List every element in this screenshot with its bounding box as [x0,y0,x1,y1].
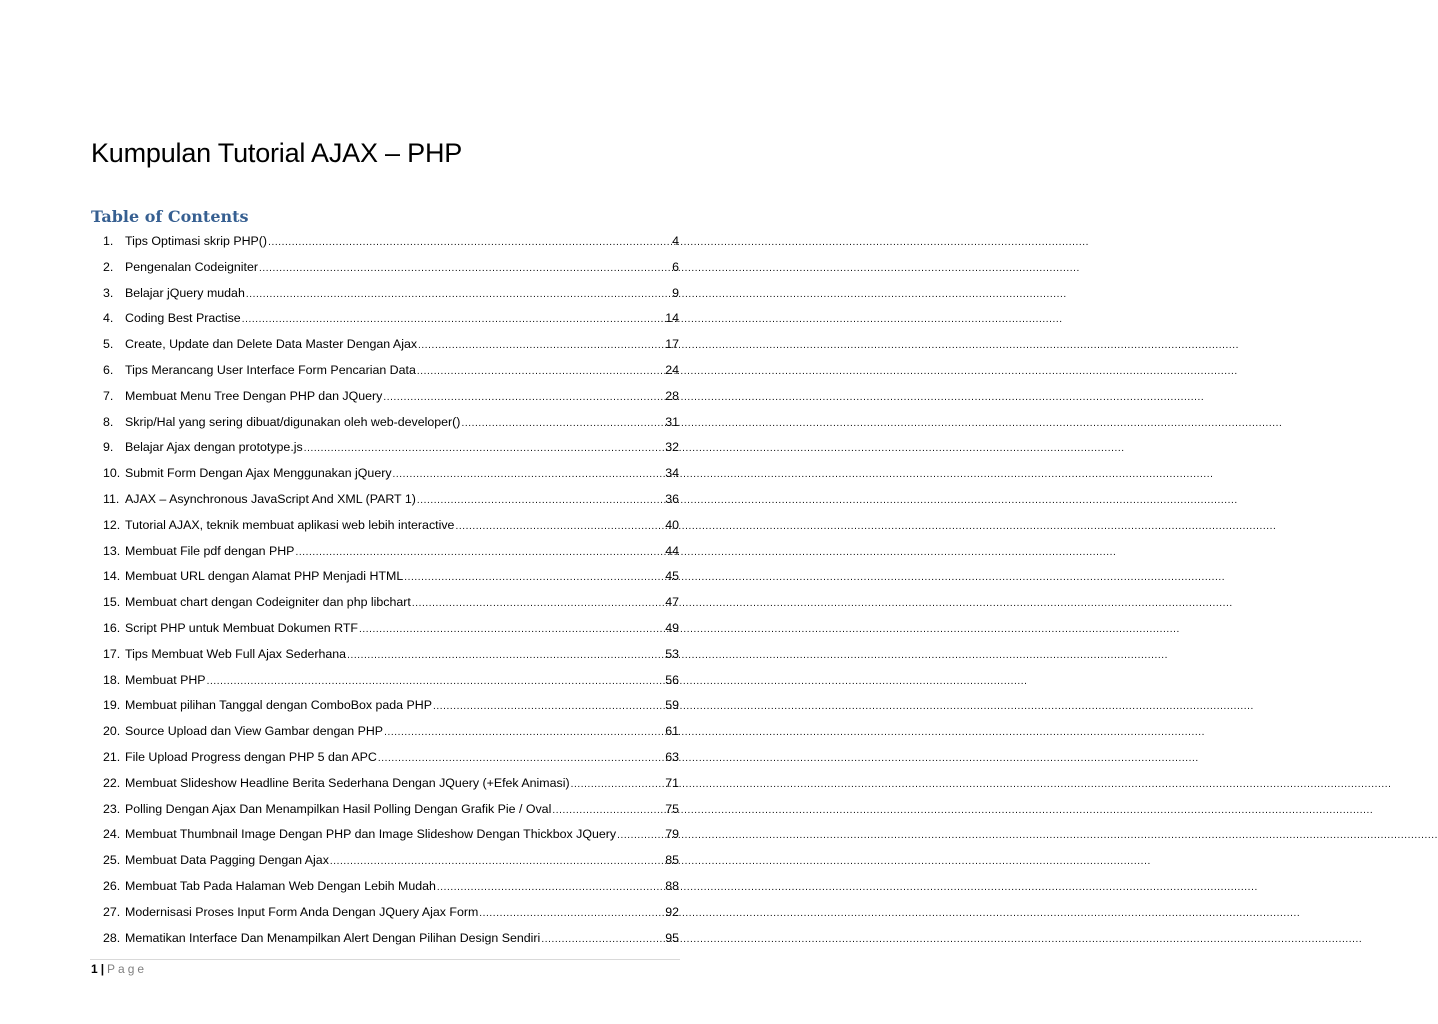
toc-entry-title[interactable]: Modernisasi Proses Input Form Anda Dengan JQuery Ajax Form [125,904,479,919]
toc-entry-page[interactable]: 32 [665,440,679,455]
toc-dot-leader [437,877,664,899]
toc-entry-title[interactable]: Script PHP untuk Membuat Dokumen RTF [125,620,358,635]
toc-entry-number: 17. [103,646,121,661]
toc-entry-number: 11. [103,491,120,506]
toc-dot-leader [479,903,664,925]
toc-entry-title[interactable]: Pengenalan Codeigniter [125,259,258,274]
toc-entry-title[interactable]: File Upload Progress dengan PHP 5 dan APC [125,749,377,764]
toc-entry-title[interactable]: Skrip/Hal yang sering dibuat/digunakan oleh web-developer() [125,414,461,429]
toc-dot-leader [393,464,665,486]
toc-dot-leader [571,774,665,796]
toc-entry[interactable] [103,462,679,488]
toc-entry-page[interactable]: 88 [665,878,679,893]
toc-entry-page[interactable]: 63 [665,749,679,764]
toc-entry-number: 3. [103,285,114,300]
toc-entry[interactable] [103,230,679,256]
toc-entry[interactable] [103,591,679,617]
toc-entry-title[interactable]: Membuat Slideshow Headline Berita Sederhana Dengan JQuery (+Efek Animasi) [125,775,570,790]
toc-entry-page[interactable]: 85 [665,853,679,868]
toc-entry-number: 12. [103,517,121,532]
toc-entry[interactable] [103,514,679,540]
toc-entry-number: 24. [103,827,121,842]
toc-dot-leader [418,335,664,357]
toc-entry-page[interactable]: 75 [665,801,679,816]
toc-entry-title[interactable]: Membuat chart dengan Codeigniter dan php libchart [125,595,411,610]
toc-entry-title[interactable]: Submit Form Dengan Ajax Menggunakan jQuery [125,466,392,481]
toc-dot-leader [617,825,664,847]
toc-entry-page[interactable]: 4 [672,234,679,248]
toc-dot-leader [552,800,664,822]
toc-entry[interactable] [103,565,679,591]
toc-entry-number: 28. [103,930,121,945]
toc-entry-number: 22. [103,775,121,790]
toc-dot-leader [455,516,664,538]
toc-entry[interactable] [103,282,679,308]
toc-dot-leader [347,645,664,667]
toc-entry-title[interactable]: Tips Optimasi skrip PHP() [125,234,268,248]
toc-dot-leader [359,619,664,641]
toc-entry[interactable] [103,307,679,333]
toc-heading: Table of Contents [91,207,249,226]
toc-entry-title[interactable]: Membuat File pdf dengan PHP [125,543,295,558]
toc-entry-title[interactable]: Membuat Data Pagging Dengan Ajax [125,853,329,868]
toc-entry-number: 21. [103,749,121,764]
toc-entry-page[interactable]: 14 [665,311,679,326]
toc-entry[interactable] [103,359,679,385]
toc-entry[interactable] [103,823,679,849]
toc-entry-page[interactable]: 9 [672,285,679,300]
toc-entry-title[interactable]: Belajar Ajax dengan prototype.js [125,440,303,455]
toc-dot-leader [242,309,665,331]
document-title: Kumpulan Tutorial AJAX – PHP [91,138,463,168]
toc-entry[interactable] [103,411,679,437]
toc-entry-number: 14. [103,569,121,584]
toc-entry[interactable] [103,746,679,772]
toc-entry-page[interactable]: 61 [665,724,679,739]
toc-entry-title[interactable]: Membuat pilihan Tanggal dengan ComboBox pada PHP [125,698,432,713]
toc-entry[interactable] [103,772,679,798]
toc-entry[interactable] [103,385,679,411]
toc-dot-leader [412,593,664,615]
toc-entry[interactable] [103,694,679,720]
toc-entry-title[interactable]: Tips Membuat Web Full Ajax Sederhana [125,646,347,661]
toc-entry-page[interactable]: 47 [665,595,679,610]
toc-dot-leader [417,361,664,383]
table-of-contents [103,230,679,952]
toc-entry-page[interactable]: 34 [665,466,679,481]
toc-entry[interactable] [103,333,679,359]
toc-entry-title[interactable]: Membuat Thumbnail Image Dengan PHP dan Image Slideshow Dengan Thickbox JQuery [125,827,617,842]
footer-divider [90,959,680,960]
toc-entry-number: 26. [103,878,121,893]
toc-dot-leader [461,413,664,435]
toc-entry-page[interactable]: 24 [665,362,679,377]
toc-entry[interactable] [103,798,679,824]
footer-separator: | [100,962,105,976]
toc-entry-number: 2. [103,259,114,274]
toc-entry-number: 4. [103,311,114,326]
toc-entry[interactable] [103,256,679,282]
toc-entry-page[interactable]: 31 [665,414,679,429]
toc-entry-number: 5. [103,337,114,352]
toc-entry-page[interactable]: 28 [665,388,679,403]
toc-entry-page[interactable]: 40 [665,517,679,532]
toc-entry-number: 19. [103,698,121,713]
toc-entry-page[interactable]: 71 [665,775,679,790]
footer-page-label: Page [107,962,148,976]
toc-entry-title[interactable]: Belajar jQuery mudah [125,285,245,300]
toc-entry[interactable] [103,849,679,875]
toc-entry-number: 15. [103,595,121,610]
toc-entry[interactable] [103,927,679,953]
toc-entry[interactable] [103,643,679,669]
toc-entry-page[interactable]: 36 [665,491,679,506]
toc-entry[interactable] [103,617,679,643]
toc-entry-title[interactable]: Tutorial AJAX, teknik membuat aplikasi web lebih interactive [125,517,455,532]
toc-entry-number: 10. [103,466,121,481]
toc-entry-title[interactable]: Mematikan Interface Dan Menampilkan Alert Dengan Pilihan Design Sendiri [125,930,541,945]
toc-entry-title[interactable]: Polling Dengan Ajax Dan Menampilkan Hasil Polling Dengan Grafik Pie / Oval [125,801,552,816]
toc-entry-page[interactable]: 49 [665,620,679,635]
toc-dot-leader [246,284,671,306]
toc-entry-title[interactable]: Coding Best Practise [125,311,241,326]
toc-entry-number: 27. [103,904,121,919]
toc-entry-number: 1. [103,234,114,248]
footer-page-number: 1 [91,962,98,976]
toc-entry[interactable] [103,669,679,695]
toc-entry-page[interactable]: 44 [665,543,679,558]
toc-dot-leader [433,696,664,718]
toc-entry-number: 9. [103,440,114,455]
toc-entry-title[interactable]: AJAX – Asynchronous JavaScript And XML (PART 1) [125,491,416,506]
toc-entry-page[interactable]: 17 [665,337,679,352]
toc-entry-page[interactable]: 45 [665,569,679,584]
toc-entry-title[interactable]: Membuat Tab Pada Halaman Web Dengan Lebih Mudah [125,878,436,893]
toc-dot-leader [378,748,664,770]
toc-entry-page[interactable]: 53 [665,646,679,661]
toc-entry[interactable] [103,720,679,746]
toc-dot-leader [384,722,664,744]
toc-entry-title[interactable]: Tips Merancang User Interface Form Pencarian Data [125,362,416,377]
toc-entry-number: 13. [103,543,121,558]
toc-entry-number: 23. [103,801,121,816]
toc-entry-number: 6. [103,362,114,377]
toc-dot-leader [330,851,664,873]
toc-entry-number: 7. [103,388,114,403]
toc-entry-number: 18. [103,672,121,687]
toc-entry-page[interactable]: 6 [672,259,679,274]
toc-dot-leader [259,258,671,280]
toc-entry-title[interactable]: Membuat URL dengan Alamat PHP Menjadi HTML [125,569,404,584]
toc-entry-title[interactable]: Membuat Menu Tree Dengan PHP dan JQuery [125,388,383,403]
toc-dot-leader [304,438,664,460]
toc-entry[interactable] [103,488,679,514]
page-footer [91,962,147,976]
toc-dot-leader [404,567,664,589]
toc-entry-page[interactable]: 95 [665,930,679,945]
toc-entry-page[interactable]: 59 [665,698,679,713]
toc-entry-page[interactable]: 79 [665,827,679,842]
toc-entry[interactable] [103,540,679,566]
toc-dot-leader [541,929,664,951]
toc-entry[interactable] [103,875,679,901]
toc-dot-leader [207,671,665,693]
toc-entry[interactable] [103,901,679,927]
toc-entry[interactable] [103,436,679,462]
toc-dot-leader [417,490,664,512]
toc-entry-number: 16. [103,620,121,635]
toc-entry-number: 25. [103,853,121,868]
toc-entry-title[interactable]: Source Upload dan View Gambar dengan PHP [125,724,384,739]
toc-entry-page[interactable]: 92 [665,904,679,919]
toc-entry-number: 8. [103,414,114,429]
toc-entry-number: 20. [103,724,121,739]
toc-dot-leader [383,387,664,409]
toc-dot-leader [295,542,664,564]
toc-entry-title[interactable]: Membuat PHP [125,672,206,687]
toc-entry-title[interactable]: Create, Update dan Delete Data Master Dengan Ajax [125,337,418,352]
toc-entry-page[interactable]: 56 [665,672,679,687]
toc-dot-leader [268,232,671,254]
